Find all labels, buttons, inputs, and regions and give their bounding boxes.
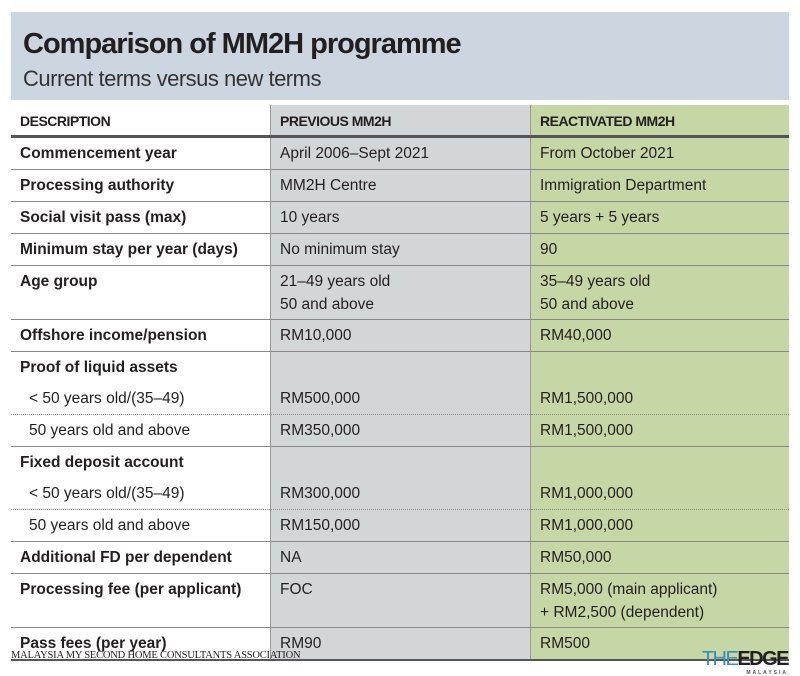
row-previous-value: RM10,000 <box>271 320 531 352</box>
row-reactivated-value: Immigration Department <box>531 170 790 202</box>
row-description: Fixed deposit account <box>20 454 184 471</box>
row-description: 50 years old and above <box>11 510 271 542</box>
table-row <box>11 383 789 415</box>
row-reactivated-value <box>531 352 790 384</box>
the-edge-logo: THEEDGE MALAYSIA <box>701 648 788 676</box>
row-reactivated-value: RM1,000,000 <box>531 510 790 542</box>
row-reactivated-value: RM1,000,000 <box>531 478 790 510</box>
row-description: Minimum stay per year (days) <box>11 234 271 266</box>
row-description: 50 years old and above <box>11 415 271 447</box>
row-reactivated-value: 90 <box>531 234 790 266</box>
row-reactivated-value: RM5,000 (main applicant) + RM2,500 (dependent) <box>531 574 790 628</box>
row-previous-value <box>271 447 531 479</box>
table-row <box>11 447 789 479</box>
row-previous-value: NA <box>271 542 531 574</box>
page-title: Comparison of MM2H programme <box>23 28 461 60</box>
row-description: Commencement year <box>11 137 271 170</box>
row-previous-value: No minimum stay <box>271 234 531 266</box>
row-description: Pass fees (per year) <box>11 628 271 661</box>
row-reactivated-value: RM50,000 <box>531 542 790 574</box>
row-previous-value: RM350,000 <box>271 415 531 447</box>
row-reactivated-value: 5 years + 5 years <box>531 202 790 234</box>
page-subtitle: Current terms versus new terms <box>23 66 321 91</box>
column-header-reactivated: REACTIVATED MM2H <box>531 105 790 137</box>
row-reactivated-value: RM500 <box>531 628 790 661</box>
row-previous-value: RM300,000 <box>271 478 531 510</box>
row-previous-value: RM150,000 <box>271 510 531 542</box>
row-previous-value: RM500,000 <box>271 383 531 415</box>
table-row <box>11 234 789 266</box>
row-description: Processing fee (per applicant) <box>11 574 271 628</box>
row-previous-value: RM90 <box>271 628 531 661</box>
table-row <box>11 510 789 542</box>
row-reactivated-value: RM1,500,000 <box>531 383 790 415</box>
table-row <box>11 266 789 320</box>
row-reactivated-value: 35–49 years old 50 and above <box>531 266 790 320</box>
row-reactivated-value: RM1,500,000 <box>531 415 790 447</box>
row-description: Age group <box>11 266 271 320</box>
table-row <box>11 574 789 628</box>
row-reactivated-value: RM40,000 <box>531 320 790 352</box>
table-row <box>11 352 789 384</box>
row-description: < 50 years old/(35–49) <box>11 478 271 510</box>
table-row <box>11 415 789 447</box>
row-previous-value <box>271 352 531 384</box>
row-previous-value: 10 years <box>271 202 531 234</box>
table-row <box>11 137 789 170</box>
row-description: Additional FD per dependent <box>11 542 271 574</box>
table-row <box>11 202 789 234</box>
row-reactivated-value <box>531 447 790 479</box>
row-description: Offshore income/pension <box>11 320 271 352</box>
row-description: < 50 years old/(35–49) <box>11 383 271 415</box>
title-banner <box>11 12 789 100</box>
row-previous-value: FOC <box>271 574 531 628</box>
source-credit: MALAYSIA MY SECOND HOME CONSULTANTS ASSOCIATION <box>11 650 301 661</box>
row-description: Proof of liquid assets <box>20 359 178 376</box>
column-header-previous: PREVIOUS MM2H <box>271 105 531 137</box>
row-previous-value: April 2006–Sept 2021 <box>271 137 531 170</box>
table-row <box>11 542 789 574</box>
table-row <box>11 170 789 202</box>
table-header-row <box>11 105 789 137</box>
table-row <box>11 320 789 352</box>
row-description: Social visit pass (max) <box>11 202 271 234</box>
row-previous-value: 21–49 years old 50 and above <box>271 266 531 320</box>
row-reactivated-value: From October 2021 <box>531 137 790 170</box>
table-row <box>11 478 789 510</box>
row-previous-value: MM2H Centre <box>271 170 531 202</box>
column-header-description: DESCRIPTION <box>11 105 271 137</box>
comparison-table <box>11 105 789 661</box>
row-description: Processing authority <box>11 170 271 202</box>
